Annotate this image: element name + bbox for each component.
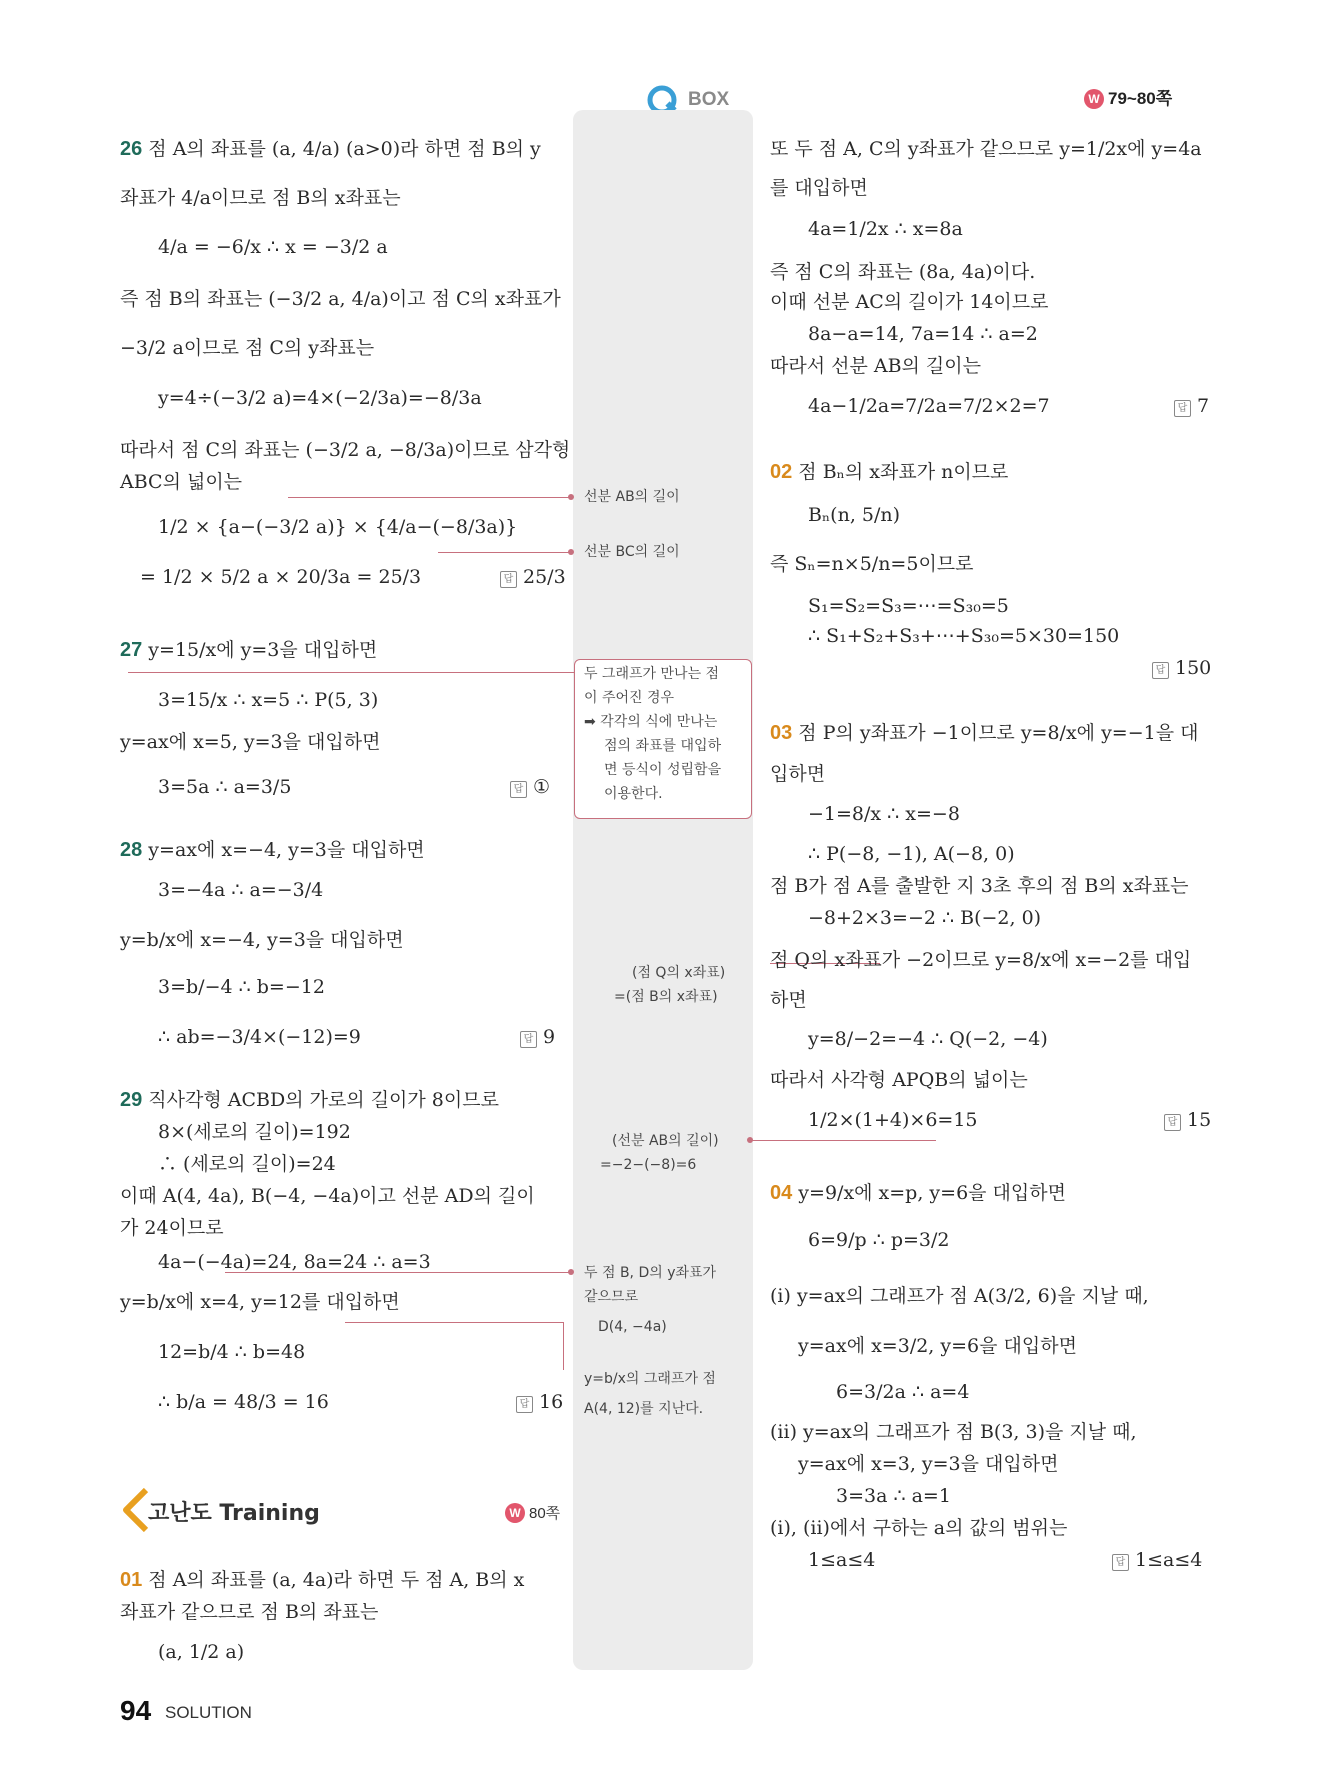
training-title: 고난도 Training bbox=[148, 1501, 320, 1526]
problem-29-line-4: 이때 A(4, 4a), B(−4, −4a)이고 선분 AD의 길이 bbox=[120, 1185, 535, 1207]
training-01-cont-line-1: 또 두 점 A, C의 y좌표가 같으므로 y=1/2x에 y=4a bbox=[770, 138, 1202, 160]
note-len-2: =−2−(−8)=6 bbox=[600, 1157, 697, 1173]
problem-29-number: 29 bbox=[120, 1089, 143, 1111]
problem-27-answer bbox=[510, 775, 550, 799]
connector-line bbox=[288, 497, 570, 498]
connector-dot bbox=[568, 1269, 574, 1275]
tip-line-2: 이 주어진 경우 bbox=[584, 690, 675, 706]
connector-line bbox=[128, 672, 574, 673]
training-02-number: 02 bbox=[770, 461, 793, 483]
problem-26-line-10: = 1/2 × 5/2 a × 20/3a = 25/3 bbox=[140, 566, 422, 588]
problem-26-line-1 bbox=[120, 137, 541, 161]
training-04-answer bbox=[1112, 1548, 1202, 1572]
problem-28-line-5: ∴ ab=−3/4×(−12)=9 bbox=[158, 1026, 361, 1048]
training-03-line-8: 하면 bbox=[770, 989, 807, 1011]
training-04-text: y=9/x에 x=p, y=6을 대입하면 bbox=[798, 1182, 1066, 1204]
answer-mark-icon: 답 bbox=[1112, 1554, 1129, 1571]
training-04-line-10: 1≤a≤4 bbox=[808, 1549, 876, 1571]
problem-26-line-4: 즉 점 B의 좌표는 (−3/2 a, 4/a)이고 점 C의 x좌표가 bbox=[120, 288, 561, 310]
note-len-1: (선분 AB의 길이) bbox=[612, 1133, 719, 1149]
training-02-answer-value: 150 bbox=[1175, 657, 1212, 679]
tip-line-5: 면 등식이 성립함을 bbox=[604, 762, 722, 778]
training-01-text: 점 A의 좌표를 (a, 4a)라 하면 두 점 A, B의 x bbox=[148, 1569, 525, 1591]
training-03-answer bbox=[1164, 1108, 1211, 1132]
connector-line bbox=[438, 552, 570, 553]
problem-29-line-7: y=b/x에 x=4, y=12를 대입하면 bbox=[120, 1291, 400, 1313]
training-03-answer-value: 15 bbox=[1187, 1109, 1212, 1131]
training-01-cont-line-5: 이때 선분 AC의 길이가 14이므로 bbox=[770, 291, 1049, 313]
training-04-line-2: 6=9/p ∴ p=3/2 bbox=[808, 1229, 950, 1251]
problem-28-line-3: y=b/x에 x=−4, y=3을 대입하면 bbox=[120, 929, 404, 951]
answer-mark-icon: 답 bbox=[1164, 1114, 1181, 1131]
connector-dot bbox=[747, 1137, 753, 1143]
page-reference bbox=[1084, 84, 1172, 109]
problem-28-number: 28 bbox=[120, 839, 143, 861]
training-01-number: 01 bbox=[120, 1569, 143, 1591]
training-03-line-11: 1/2×(1+4)×6=15 bbox=[808, 1109, 978, 1131]
problem-29-answer bbox=[516, 1390, 563, 1414]
answer-mark-icon: 답 bbox=[520, 1031, 537, 1048]
training-01-cont-line-8: 4a−1/2a=7/2a=7/2×2=7 bbox=[808, 395, 1050, 417]
problem-26-line-5: −3/2 a이므로 점 C의 y좌표는 bbox=[120, 337, 375, 359]
training-04-line-6: (ii) y=ax의 그래프가 점 B(3, 3)을 지날 때, bbox=[770, 1421, 1137, 1443]
answer-mark-icon: 답 bbox=[1174, 400, 1191, 417]
answer-mark-icon: 답 bbox=[500, 571, 517, 588]
connector-line bbox=[345, 1322, 563, 1323]
answer-mark-icon: 답 bbox=[1152, 662, 1169, 679]
answer-mark-icon: 답 bbox=[510, 781, 527, 798]
problem-26-line-7: 따라서 점 C의 좌표는 (−3/2 a, −8/3a)이므로 삼각형 bbox=[120, 439, 571, 461]
box-strip bbox=[573, 110, 753, 1670]
connector-line bbox=[750, 1140, 936, 1141]
connector-line bbox=[563, 1322, 564, 1370]
training-01-cont-line-6: 8a−a=14, 7a=14 ∴ a=2 bbox=[808, 323, 1038, 345]
training-01-line-3: (a, 1/2 a) bbox=[158, 1641, 245, 1663]
problem-27-text: y=15/x에 y=3을 대입하면 bbox=[148, 639, 378, 661]
training-04-line-9: (i), (ii)에서 구하는 a의 값의 범위는 bbox=[770, 1517, 1068, 1539]
problem-28-line-1 bbox=[120, 838, 425, 862]
problem-26-line-6: y=4÷(−3/2 a)=4×(−2/3a)=−8/3a bbox=[158, 387, 482, 409]
problem-29-text: 직사각형 ACBD의 가로의 길이가 8이므로 bbox=[148, 1089, 499, 1111]
note-d-2: 같으므로 bbox=[584, 1289, 639, 1305]
problem-26-text: 점 A의 좌표를 (a, 4/a) (a>0)라 하면 점 B의 y bbox=[148, 138, 541, 160]
problem-26-answer-value: 25/3 bbox=[523, 566, 566, 588]
training-04-line-5: 6=3/2a ∴ a=4 bbox=[836, 1381, 970, 1403]
problem-26-line-9: 1/2 × {a−(−3/2 a)} × {4/a−(−8/3a)} bbox=[158, 516, 518, 538]
training-03-line-9: y=8/−2=−4 ∴ Q(−2, −4) bbox=[808, 1028, 1048, 1050]
problem-27-line-2: 3=15/x ∴ x=5 ∴ P(5, 3) bbox=[158, 689, 379, 711]
problem-27-line-1 bbox=[120, 638, 377, 662]
problem-28-answer-value: 9 bbox=[543, 1026, 556, 1048]
training-02-line-2: Bₙ(n, 5/n) bbox=[808, 504, 901, 526]
problem-26-number: 26 bbox=[120, 138, 143, 160]
problem-29-line-6: 4a−(−4a)=24, 8a=24 ∴ a=3 bbox=[158, 1251, 431, 1273]
training-02-line-4: S₁=S₂=S₃=⋯=S₃₀=5 bbox=[808, 595, 1009, 617]
note-ab-length: 선분 AB의 길이 bbox=[584, 489, 680, 505]
note-graph-1: y=b/x의 그래프가 점 bbox=[584, 1371, 716, 1387]
problem-29-line-8: 12=b/4 ∴ b=48 bbox=[158, 1341, 306, 1363]
w-badge-icon: W bbox=[505, 1503, 525, 1523]
training-03-line-6: −8+2×3=−2 ∴ B(−2, 0) bbox=[808, 907, 1042, 929]
training-02-line-1 bbox=[770, 460, 1008, 484]
training-04-line-7: y=ax에 x=3, y=3을 대입하면 bbox=[798, 1453, 1059, 1475]
training-03-line-10: 따라서 사각형 APQB의 넓이는 bbox=[770, 1069, 1028, 1091]
note-q-x-2: =(점 B의 x좌표) bbox=[614, 989, 718, 1005]
answer-mark-icon: 답 bbox=[516, 1396, 533, 1413]
problem-29-line-1 bbox=[120, 1088, 499, 1112]
training-01-line-1 bbox=[120, 1568, 524, 1592]
problem-26-line-2: 좌표가 4/a이므로 점 B의 x좌표는 bbox=[120, 187, 401, 209]
training-01-cont-line-4: 즉 점 C의 좌표는 (8a, 4a)이다. bbox=[770, 261, 1036, 283]
training-01-line-2: 좌표가 같으므로 점 B의 좌표는 bbox=[120, 1601, 379, 1623]
problem-29-line-9: ∴ b/a = 48/3 = 16 bbox=[158, 1391, 329, 1413]
problem-28-answer bbox=[520, 1025, 555, 1049]
connector-dot bbox=[568, 494, 574, 500]
problem-27-line-4: 3=5a ∴ a=3/5 bbox=[158, 776, 292, 798]
tip-line-4: 점의 좌표를 대입하 bbox=[604, 738, 722, 754]
problem-26-line-8: ABC의 넓이는 bbox=[120, 471, 243, 493]
training-02-answer bbox=[1152, 656, 1211, 680]
chevron-left-icon bbox=[120, 1488, 150, 1532]
problem-26-answer bbox=[500, 565, 566, 589]
training-04-line-8: 3=3a ∴ a=1 bbox=[836, 1485, 951, 1507]
training-02-line-3: 즉 Sₙ=n×5/n=5이므로 bbox=[770, 553, 974, 575]
connector-dot bbox=[568, 549, 574, 555]
section-label: SOLUTION bbox=[165, 1703, 252, 1722]
problem-28-line-2: 3=−4a ∴ a=−3/4 bbox=[158, 879, 324, 901]
box-header-label: BOX bbox=[688, 89, 730, 110]
training-03-line-5: 점 B가 점 A를 출발한 지 3초 후의 점 B의 x좌표는 bbox=[770, 875, 1189, 897]
training-page-ref bbox=[505, 1502, 560, 1523]
tip-line-1: 두 그래프가 만나는 점 bbox=[584, 666, 720, 682]
problem-27-number: 27 bbox=[120, 639, 143, 661]
training-03-line-3: −1=8/x ∴ x=−8 bbox=[808, 803, 960, 825]
training-ref-text: 80쪽 bbox=[529, 1505, 561, 1522]
training-01-cont-line-7: 따라서 선분 AB의 길이는 bbox=[770, 355, 981, 377]
note-d-1: 두 점 B, D의 y좌표가 bbox=[584, 1265, 717, 1281]
note-q-x-1: (점 Q의 x좌표) bbox=[632, 965, 726, 981]
page-number: 94 bbox=[120, 1695, 152, 1726]
note-bc-length: 선분 BC의 길이 bbox=[584, 544, 680, 560]
training-02-text: 점 Bₙ의 x좌표가 n이므로 bbox=[798, 461, 1009, 483]
training-01-cont-line-3: 4a=1/2x ∴ x=8a bbox=[808, 218, 963, 240]
problem-27-line-3: y=ax에 x=5, y=3을 대입하면 bbox=[120, 731, 381, 753]
training-03-line-7: 점 Q의 x좌표가 −2이므로 y=8/x에 x=−2를 대입 bbox=[770, 949, 1192, 971]
training-01-answer bbox=[1174, 394, 1209, 418]
training-04-line-3: (i) y=ax의 그래프가 점 A(3/2, 6)을 지날 때, bbox=[770, 1285, 1149, 1307]
tip-line-6: 이용한다. bbox=[604, 786, 663, 802]
training-03-line-4: ∴ P(−8, −1), A(−8, 0) bbox=[808, 843, 1015, 865]
training-04-answer-value: 1≤a≤4 bbox=[1135, 1549, 1203, 1571]
note-graph-2: A(4, 12)를 지난다. bbox=[584, 1401, 704, 1417]
tip-line-3: ➡ 각각의 식에 만나는 bbox=[584, 714, 718, 730]
training-03-number: 03 bbox=[770, 722, 793, 744]
training-04-number: 04 bbox=[770, 1182, 793, 1204]
problem-29-line-5: 가 24이므로 bbox=[120, 1217, 224, 1239]
note-d-3: D(4, −4a) bbox=[598, 1319, 667, 1335]
training-04-line-4: y=ax에 x=3/2, y=6을 대입하면 bbox=[798, 1335, 1077, 1357]
training-03-text: 점 P의 y좌표가 −1이므로 y=8/x에 y=−1을 대 bbox=[798, 722, 1199, 744]
connector-line bbox=[225, 1272, 570, 1273]
problem-26-line-3: 4/a = −6/x ∴ x = −3/2 a bbox=[158, 236, 388, 258]
training-03-line-2: 입하면 bbox=[770, 763, 826, 785]
problem-28-line-4: 3=b/−4 ∴ b=−12 bbox=[158, 976, 325, 998]
problem-29-line-3: ∴ (세로의 길이)=24 bbox=[158, 1153, 336, 1175]
training-03-line-1 bbox=[770, 721, 1198, 745]
training-01-cont-line-2: 를 대입하면 bbox=[770, 177, 868, 199]
problem-28-text: y=ax에 x=−4, y=3을 대입하면 bbox=[148, 839, 425, 861]
problem-29-line-2: 8×(세로의 길이)=192 bbox=[158, 1121, 351, 1143]
w-badge-icon: W bbox=[1084, 89, 1104, 109]
problem-27-answer-value: ① bbox=[533, 776, 551, 798]
training-01-answer-value: 7 bbox=[1197, 395, 1210, 417]
training-02-line-5: ∴ S₁+S₂+S₃+⋯+S₃₀=5×30=150 bbox=[808, 625, 1120, 647]
problem-29-answer-value: 16 bbox=[539, 1391, 564, 1413]
page-reference-text: 79~80쪽 bbox=[1108, 89, 1173, 108]
training-04-line-1 bbox=[770, 1181, 1066, 1205]
